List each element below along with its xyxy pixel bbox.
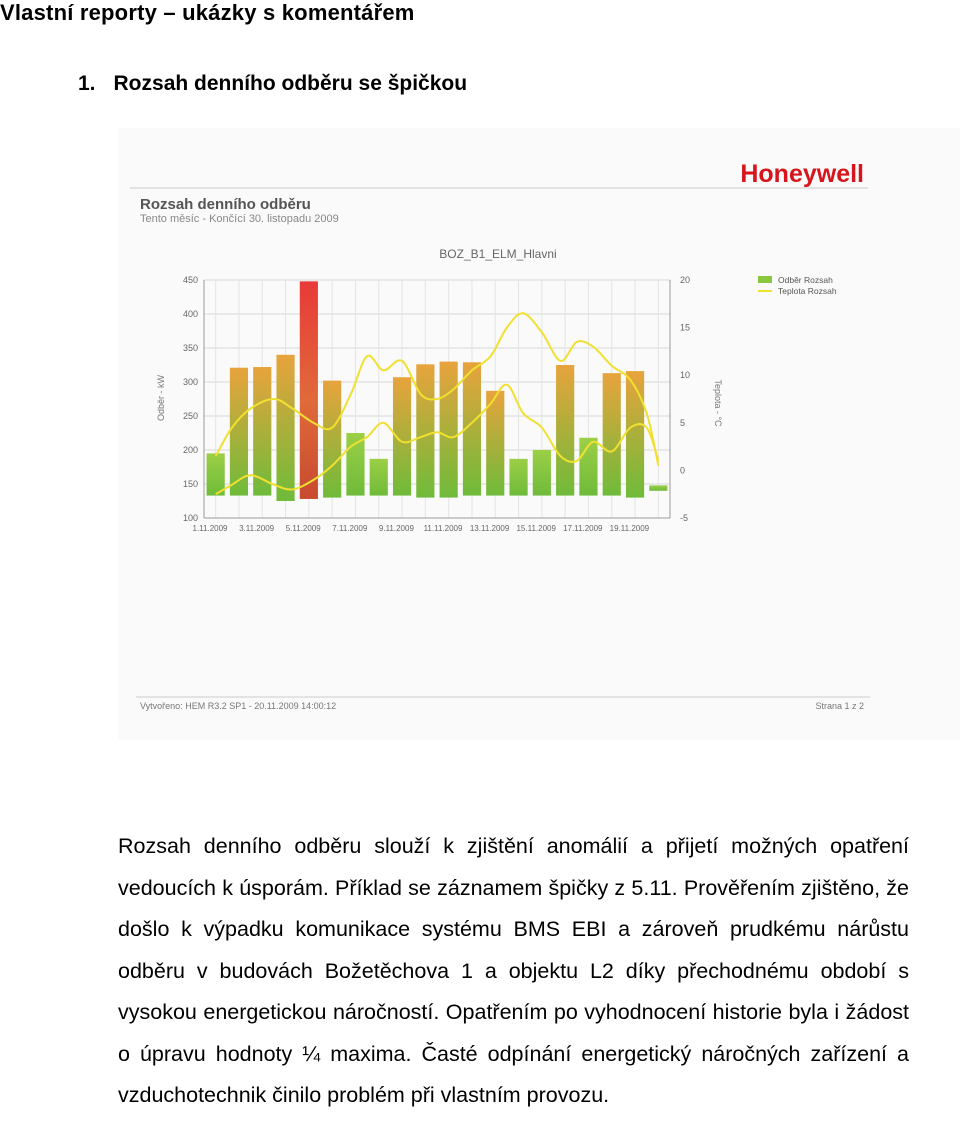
report-heading: Rozsah denního odběru xyxy=(140,196,311,213)
chart-title: BOZ_B1_ELM_Hlavni xyxy=(439,247,557,261)
x-tick-label: 7.11.2009 xyxy=(332,524,368,533)
y2-tick-label: 0 xyxy=(680,465,686,476)
report-footer-created: Vytvořeno: HEM R3.2 SP1 - 20.11.2009 14:00:12 xyxy=(140,701,337,711)
section-heading xyxy=(78,72,467,96)
report-subheading: Tento měsíc - Končící 30. listopadu 2009 xyxy=(140,213,339,225)
y2-tick-label: 15 xyxy=(680,322,691,333)
bar-14.11.2009 xyxy=(509,459,527,496)
bar-10.11.2009 xyxy=(416,364,434,497)
document-title: Vlastní reporty – ukázky s komentářem xyxy=(0,0,415,25)
y-tick-label: 150 xyxy=(182,479,198,489)
bar-18.11.2009 xyxy=(603,373,621,495)
section-number: 1. xyxy=(78,72,96,95)
legend-temperature-label: Teplota Rozsah xyxy=(778,286,837,296)
y2-tick-label: 10 xyxy=(680,370,691,381)
y-axis-label: Odběr - kW xyxy=(156,374,166,422)
x-tick-label: 3.11.2009 xyxy=(239,524,275,533)
y-tick-label: 350 xyxy=(182,343,198,353)
bar-5.11.2009 xyxy=(300,281,318,499)
brand-logo: Honeywell xyxy=(740,160,864,188)
y-tick-label: 200 xyxy=(182,445,198,455)
y2-axis-label: Teplota - °C xyxy=(713,379,723,427)
x-tick-label: 17.11.2009 xyxy=(563,524,603,533)
bar-4.11.2009 xyxy=(276,355,294,501)
y-tick-label: 400 xyxy=(182,309,198,319)
y-tick-label: 100 xyxy=(182,513,198,523)
y2-tick-label: 20 xyxy=(680,275,691,285)
x-tick-label: 13.11.2009 xyxy=(469,524,510,533)
bar-20.11.2009 xyxy=(649,485,667,490)
bar-19.11.2009 xyxy=(626,371,644,497)
y2-tick-label: 5 xyxy=(680,417,686,428)
bar-15.11.2009 xyxy=(533,450,551,496)
bar-8.11.2009 xyxy=(370,459,388,496)
bar-16.11.2009 xyxy=(556,365,574,496)
x-tick-label: 5.11.2009 xyxy=(285,524,321,533)
y-tick-label: 250 xyxy=(182,411,198,421)
y-tick-label: 300 xyxy=(182,377,198,387)
legend-swatch-consumption xyxy=(758,276,772,283)
x-tick-label: 9.11.2009 xyxy=(378,524,414,533)
description-text xyxy=(118,826,909,1117)
bar-6.11.2009 xyxy=(323,381,341,498)
section-title: Rozsah denního odběru se špičkou xyxy=(113,72,468,95)
x-tick-label: 15.11.2009 xyxy=(516,524,556,533)
description-paragraph: Rozsah denního odběru slouží k zjištění anomálií a přijetí možných opatření vedoucích k úsporám. Příklad se záznamem špičky z 5.11. Prověřením zjištěno, že došlo k výpadku komunikace systému BMS EBI a zároveň prudkému nárůstu odběru v budovách Božetěchova 1 a objektu L2 díky přechodnému období s vysokou energetickou náročností. Opatřením po vyhodnocení historie byla i žádost o úpravu hodnoty ¼ maxima. Časté odpínání energetický náročných zařízení a vzduchotechnik činilo problém při vlastním provozu. xyxy=(118,834,909,1107)
bar-1.11.2009 xyxy=(207,453,225,495)
report-screenshot xyxy=(118,128,960,740)
y-tick-label: 450 xyxy=(182,275,198,285)
x-tick-label: 11.11.2009 xyxy=(423,524,463,533)
legend-consumption-label: Odběr Rozsah xyxy=(778,275,833,285)
x-tick-label: 1.11.2009 xyxy=(192,524,228,533)
x-tick-label: 19.11.2009 xyxy=(609,524,650,533)
report-footer-page: Strana 1 z 2 xyxy=(815,701,864,711)
y2-tick-label: -5 xyxy=(680,513,689,523)
bar-11.11.2009 xyxy=(440,362,458,498)
